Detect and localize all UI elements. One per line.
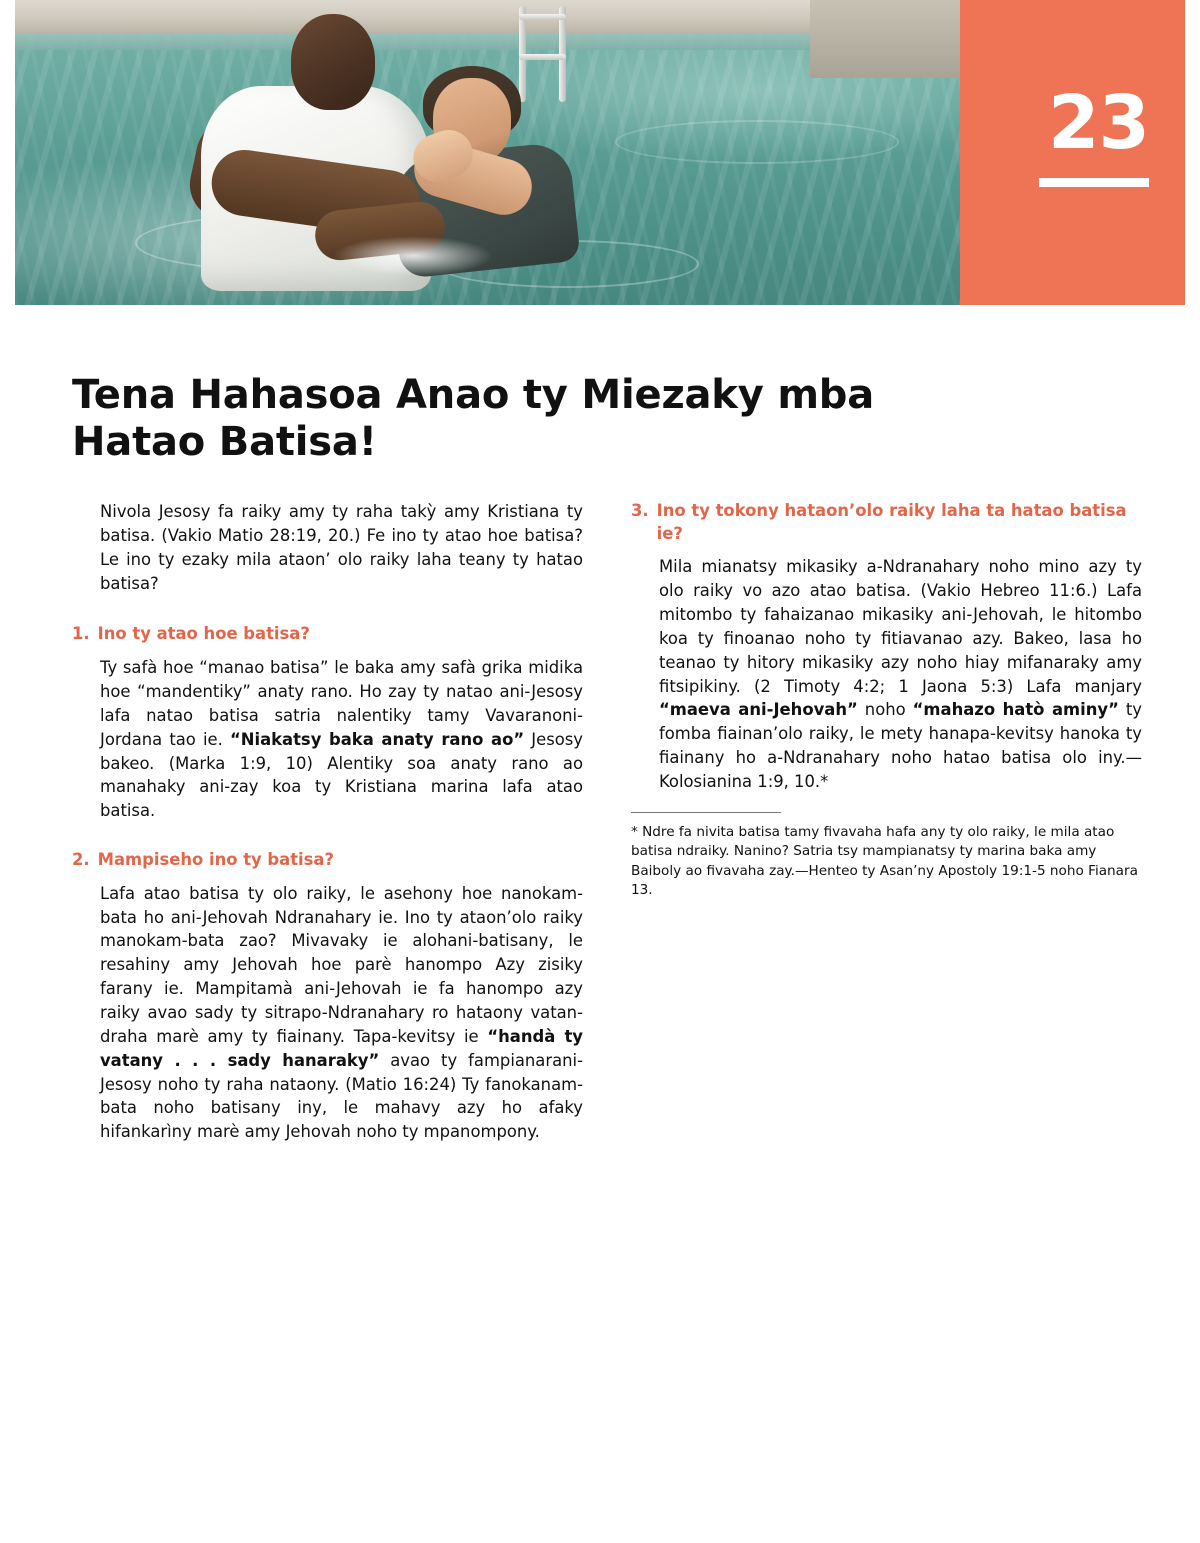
question-text-3: Ino ty tokony hataon’olo raiky laha ta hatao batisa ie? — [656, 501, 1127, 543]
question-number-1: 1. — [72, 624, 90, 644]
baptizer-head — [291, 14, 375, 110]
question-text-2: Mampiseho ino ty batisa? — [97, 850, 335, 870]
footnote-divider — [631, 812, 781, 813]
column-right — [631, 500, 1142, 1146]
question-heading-1 — [72, 623, 583, 646]
chapter-number-badge — [960, 0, 1185, 305]
question-number-3: 3. — [631, 501, 649, 520]
question-body-2: Lafa atao batisa ty olo raiky, le asehony hoe nanokam-bata ho ani-Jehovah Ndranahary ie. Ino ty ataon’olo raiky manokam-bata zao? Mivavaky ie alohani-batisany, le resahiny amy Jehovah hoe parè hanompo Azy zisiky farany ie. Mampitamà ani-Jehovah ie fa hanompo azy raiky avao sady ty sitrapo-Ndranahary ro hataony vatan-draha marè amy ty fiainany. Tapa-kevitsy ie “handà ty vatany . . . sady hanaraky” avao ty fampianarani-Jesosy noho ty raha nataony. (Matio 16:24) Ty fanokanam-bata noho batisany iny, le mahavy azy ho afaky hifankarìny marè amy Jehovah noho ty mpanompony. — [100, 883, 583, 1142]
question-heading-2 — [72, 849, 583, 872]
badge-underline — [1039, 178, 1149, 187]
column-left — [72, 500, 583, 1146]
question-heading-3 — [631, 500, 1142, 545]
chapter-number: 23 — [1048, 80, 1149, 166]
baptism-photo — [15, 0, 960, 305]
footnote-text: * Ndre fa nivita batisa tamy fivavaha hafa any ty olo raiky, le mila atao batisa ndraiky. Nanino? Satria tsy mampianatsy ty marina baka amy Baiboly ao fivavaha zay.—Henteo ty Asan’ny Apostoly 19:1-5 noho Fianara 13. — [631, 823, 1138, 899]
page-title: Tena Hahasoa Anao ty Miezaky mba Hatao Batisa! — [72, 371, 875, 465]
question-body-3: Mila mianatsy mikasiky a-Ndranahary noho mino azy ty olo raiky vo azo atao batisa. (Vakio Hebreo 11:6.) Lafa mitombo ty fahaizanao mikasiky ani-Jehovah, le hitombo koa ty finoanao noho ty fitiavanao azy. Bakeo, lasa ho teanao ty hitory mikasiky azy noho hiay mifanaraky amy fitsipikiny. (2 Timoty 4:2; 1 Jaona 5:3) Lafa manjary “maeva ani-Jehovah” noho “mahazo hatò aminy” ty fomba fiainan’olo raiky, le mety hanapa-kevitsy hanoka ty fiainany ho a-Ndranahary noho hatao batisa olo iny.—Kolosianina 1:9, 10.* — [659, 557, 1142, 792]
water-ripple — [615, 120, 899, 164]
intro-paragraph: Nivola Jesosy fa raiky amy ty raha takỳ amy Kristiana ty batisa. (Vakio Matio 28:19, 20.) Fe ino ty atao hoe batisa? Le ino ty ezaky mila ataon’ olo raiky laha teany ty hatao batisa? — [100, 502, 583, 593]
water-splash — [333, 236, 493, 276]
question-number-2: 2. — [72, 850, 90, 870]
pool-wall — [810, 0, 960, 78]
question-body-1: Ty safà hoe “manao batisa” le baka amy safà grika midika hoe “mandentiky” anaty rano. Ho zay ty natao ani-Jesosy lafa natao batisa satria nalentiky tamy Vavaranoni-Jordana tao ie. “Niakatsy baka anaty rano ao” Jesosy bakeo. (Marka 1:9, 10) Alentiky soa anaty rano ao manahaky ani-zay koa ty Kristiana marina lafa atao batisa. — [100, 658, 584, 821]
pool-ladder-icon — [515, 6, 575, 102]
article-columns — [72, 500, 1142, 1146]
question-text-1: Ino ty atao hoe batisa? — [97, 624, 310, 644]
hero-banner — [15, 0, 1185, 305]
